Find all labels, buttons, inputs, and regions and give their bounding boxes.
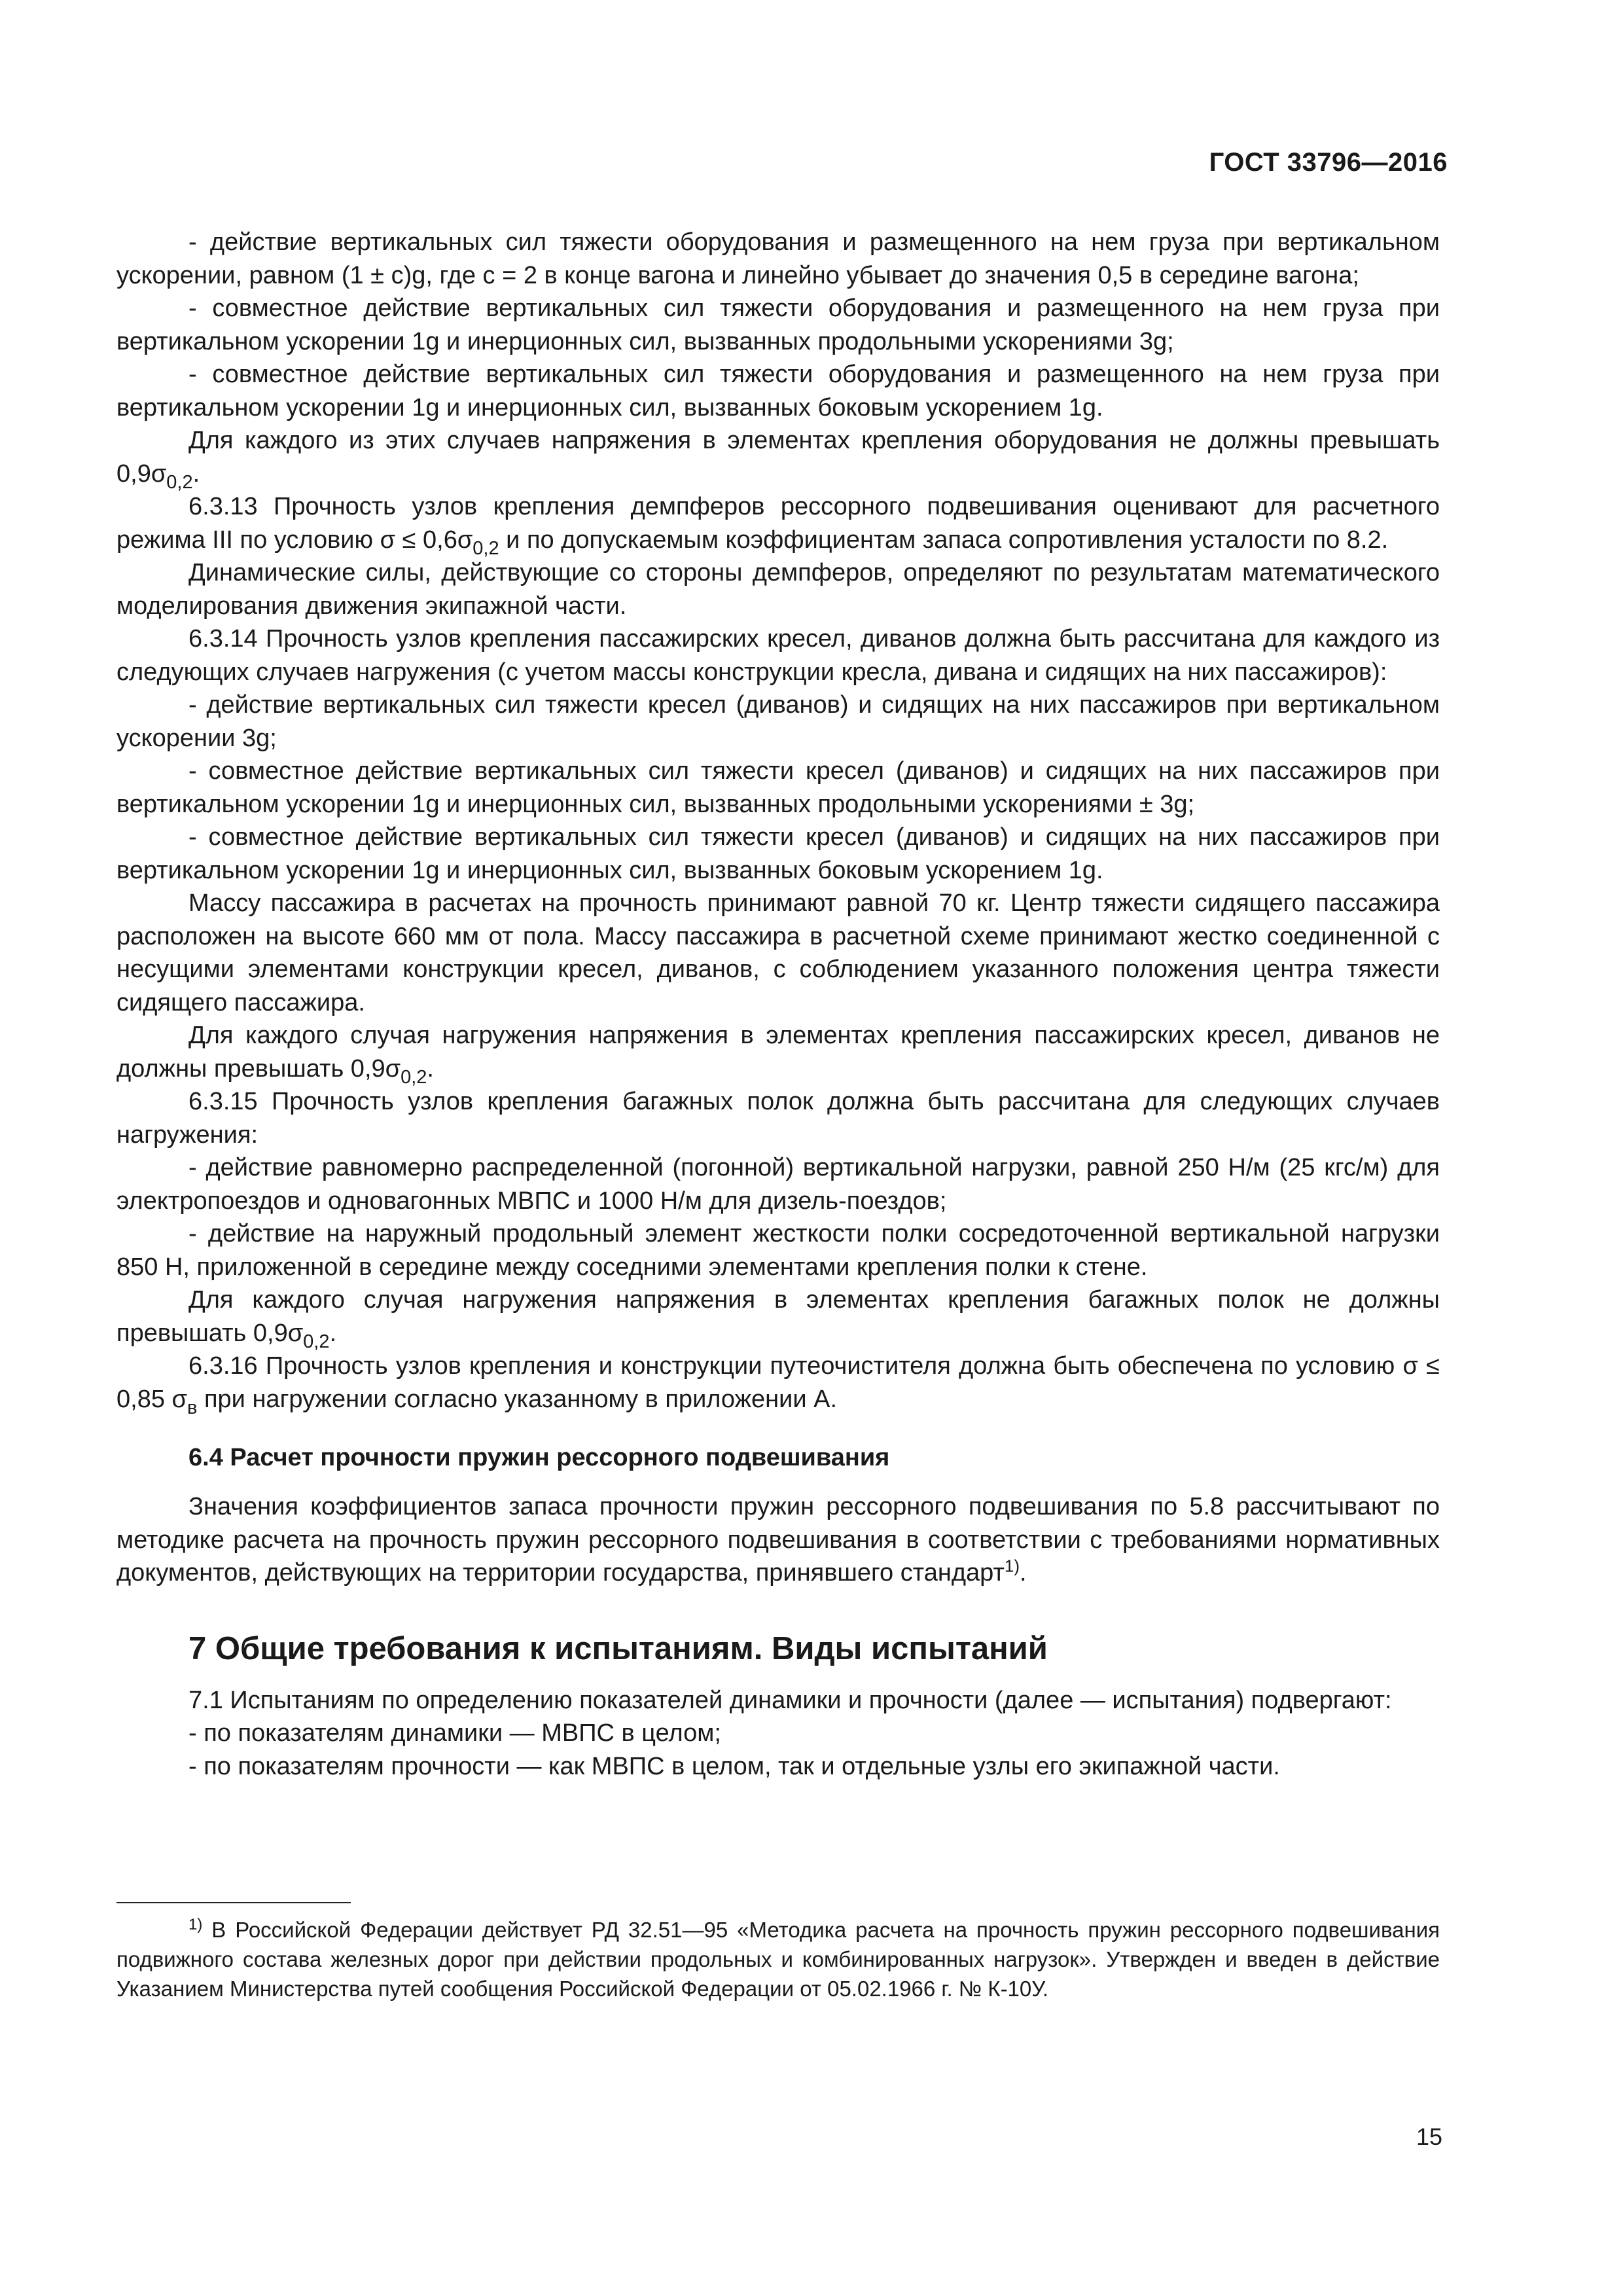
footnote: $^{1)}$ В Российской Федерации действует РД 32.51—95 «Методика расчета на прочность пружин рессорного подвешивания подвижного состава железных дорог при действии продольных и комбинированных нагрузок». Утвержден и введен в действие Указанием Министерства путей сообщения Российской Федерации от 05.02.1966 г. № К-10У. [116,1916,1440,2001]
paragraph: - действие равномерно распределенной (погонной) вертикальной нагрузки, равной 250 Н/м (25 кгс/м) для электропоездов и одновагонных МВПС и 1000 Н/м для дизель-поездов; [116,1154,1440,1215]
paragraph: 6.3.13 Прочность узлов крепления демпферов рессорного подвешивания оценивают для расчетного режима III по условию $\sigma \le 0,6\sigma_{0,2}$ и по допускаемым коэффициентам запаса сопротивления усталости по 8.2. [116,493,1440,559]
section-heading-7: 7 Общие требования к испытаниям. Виды испытаний [188,1630,1048,1666]
footnote-marker: 1) [188,1916,203,1933]
document-code: ГОСТ 33796—2016 [1209,148,1448,177]
paragraph: - совместное действие вертикальных сил тяжести кресел (диванов) и сидящих на них пассажиров при вертикальном ускорении 1g и инерционных сил, вызванных боковым ускорением 1g. [116,823,1440,884]
paragraph: 7.1 Испытаниям по определению показателей динамики и прочности (далее — испытания) подвергают: [188,1686,1392,1714]
paragraph: - совместное действие вертикальных сил тяжести оборудования и размещенного на нем груза при вертикальном ускорении 1g и инерционных сил, вызванных боковым ускорением 1g. [116,361,1440,422]
subscript: 0,2 [401,1066,427,1088]
page-number: 15 [1416,2123,1442,2150]
footnote-divider [116,1902,351,1903]
paragraph: - действие на наружный продольный элемент жесткости полки сосредоточенной вертикальной нагрузки 850 Н, приложенной в середине между соседними элементами крепления полки к стене. [116,1220,1440,1281]
subscript: 0,2 [473,537,499,559]
section-heading-6-4: 6.4 Расчет прочности пружин рессорного подвешивания [188,1444,890,1471]
paragraph: Для каждого случая нагружения напряжения в элементах крепления багажных полок не должны превышать $0,9\sigma_{0,2}$. [116,1286,1440,1352]
paragraph: Массу пассажира в расчетах на прочность принимают равной 70 кг. Центр тяжести сидящего пассажира расположен на высоте 660 мм от пола. Массу пассажира в расчетной схеме принимают жестко соединенной с несущими элементами конструкции кресел, диванов, с соблюдением указанного положения центра тяжести сидящего пассажира. [116,889,1440,1016]
paragraph: Значения коэффициентов запаса прочности пружин рессорного подвешивания по 5.8 рассчитывают по методике расчета на прочность пружин рессорного подвешивания в соответствии с требованиями нормативных документов, действующих на территории государства, принявшего стандарт$^{1)}$. [116,1493,1440,1587]
footnote-ref: 1) [1004,1556,1020,1576]
paragraph: Для каждого из этих случаев напряжения в элементах крепления оборудования не должны превышать $0,9\sigma_{0,2}$. [116,427,1440,493]
paragraph: - совместное действие вертикальных сил тяжести кресел (диванов) и сидящих на них пассажиров при вертикальном ускорении 1g и инерционных сил, вызванных продольными ускорениями ± 3g; [116,757,1440,818]
paragraph: - по показателям прочности — как МВПС в целом, так и отдельные узлы его экипажной части. [188,1752,1280,1780]
paragraph: 6.3.14 Прочность узлов крепления пассажирских кресел, диванов должна быть рассчитана для каждого из следующих случаев нагружения (с учетом массы конструкции кресла, дивана и сидящих на них пассажиров): [116,625,1440,686]
paragraph: - по показателям динамики — МВПС в целом; [188,1719,721,1747]
subscript: 0,2 [303,1331,330,1352]
paragraph: 6.3.16 Прочность узлов крепления и конструкции путеочистителя должна быть обеспечена по условию σ ≤ 0,85 $\sigma_в$ при нагружении согласно указанному в приложении А. [116,1352,1440,1418]
paragraph: 6.3.15 Прочность узлов крепления багажных полок должна быть рассчитана для следующих случаев нагружения: [116,1088,1440,1149]
main-content [116,226,1440,1783]
paragraph: - совместное действие вертикальных сил тяжести оборудования и размещенного на нем груза при вертикальном ускорении 1g и инерционных сил, вызванных продольными ускорениями 3g; [116,295,1440,355]
paragraph: - действие вертикальных сил тяжести кресел (диванов) и сидящих на них пассажиров при вертикальном ускорении 3g; [116,691,1440,752]
subscript: в [187,1397,198,1418]
paragraph: - действие вертикальных сил тяжести оборудования и размещенного на нем груза при вертикальном ускорении, равном (1 ± с)g, где с = 2 в конце вагона и линейно убывает до значения 0,5 в середине вагона; [116,228,1440,289]
paragraph: Для каждого случая нагружения напряжения в элементах крепления пассажирских кресел, диванов не должны превышать $0,9\sigma_{0,2}$. [116,1022,1440,1088]
paragraph: Динамические силы, действующие со стороны демпферов, определяют по результатам математического моделирования движения экипажной части. [116,559,1440,620]
subscript: 0,2 [166,471,193,493]
